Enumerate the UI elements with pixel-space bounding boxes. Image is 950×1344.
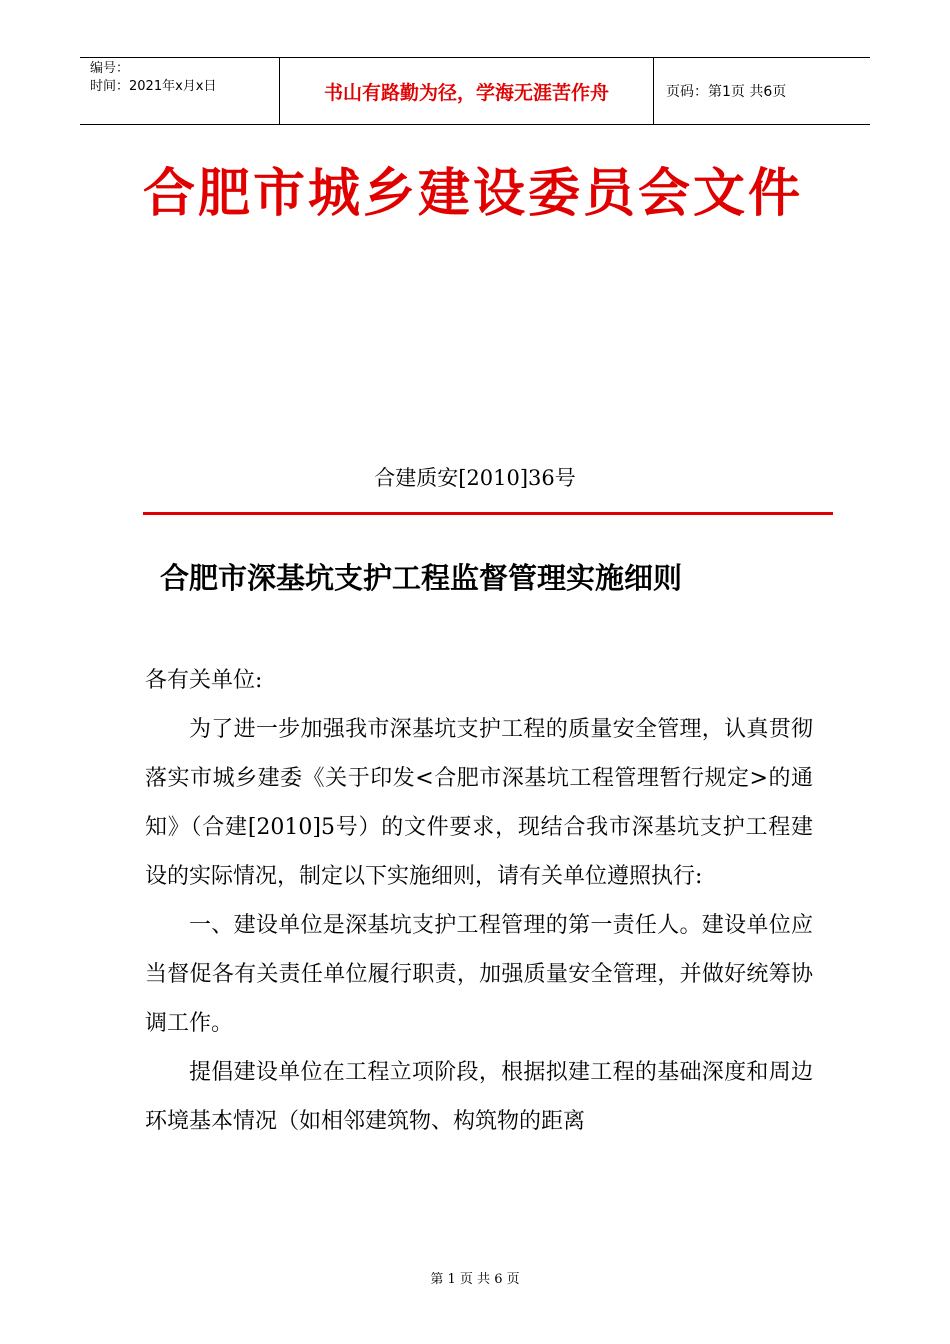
paragraph: 为了进一步加强我市深基坑支护工程的质量安全管理，认真贯彻落实市城乡建委《关于印发<合肥市深基坑工程管理暂行规定>的通知》（合建[2010]5号）的文件要求，现结合我市深基坑支护工程建设的实际情况，制定以下实施细则，请有关单位遵照执行: — [145, 717, 813, 889]
header-meta — [80, 58, 280, 124]
page-footer: 第 1 页 共 6 页 — [430, 1272, 520, 1287]
page-header — [80, 57, 870, 125]
time-label: 时间：2021年x月x日 — [90, 79, 217, 94]
document-number: 合建质安[2010]36号 — [374, 466, 576, 490]
document-body — [145, 656, 813, 1146]
salutation: 各有关单位: — [145, 668, 263, 693]
header-motto: 书山有路勤为径，学海无涯苦作舟 — [280, 58, 654, 124]
paragraph: 一、建设单位是深基坑支护工程管理的第一责任人。建设单位应当督促各有关责任单位履行职责，加强质量安全管理，并做好统筹协调工作。 — [145, 913, 813, 1036]
document-title: 合肥市城乡建设委员会文件 — [143, 163, 804, 224]
number-label: 编号： — [90, 61, 130, 76]
paragraph: 提倡建设单位在工程立项阶段，根据拟建工程的基础深度和周边环境基本情况（如相邻建筑物、构筑物的距离 — [145, 1060, 813, 1134]
header-page-info: 页码：第1页 共6页 — [666, 84, 787, 100]
document-subtitle: 合肥市深基坑支护工程监督管理实施细则 — [160, 561, 683, 595]
red-divider — [143, 512, 833, 515]
